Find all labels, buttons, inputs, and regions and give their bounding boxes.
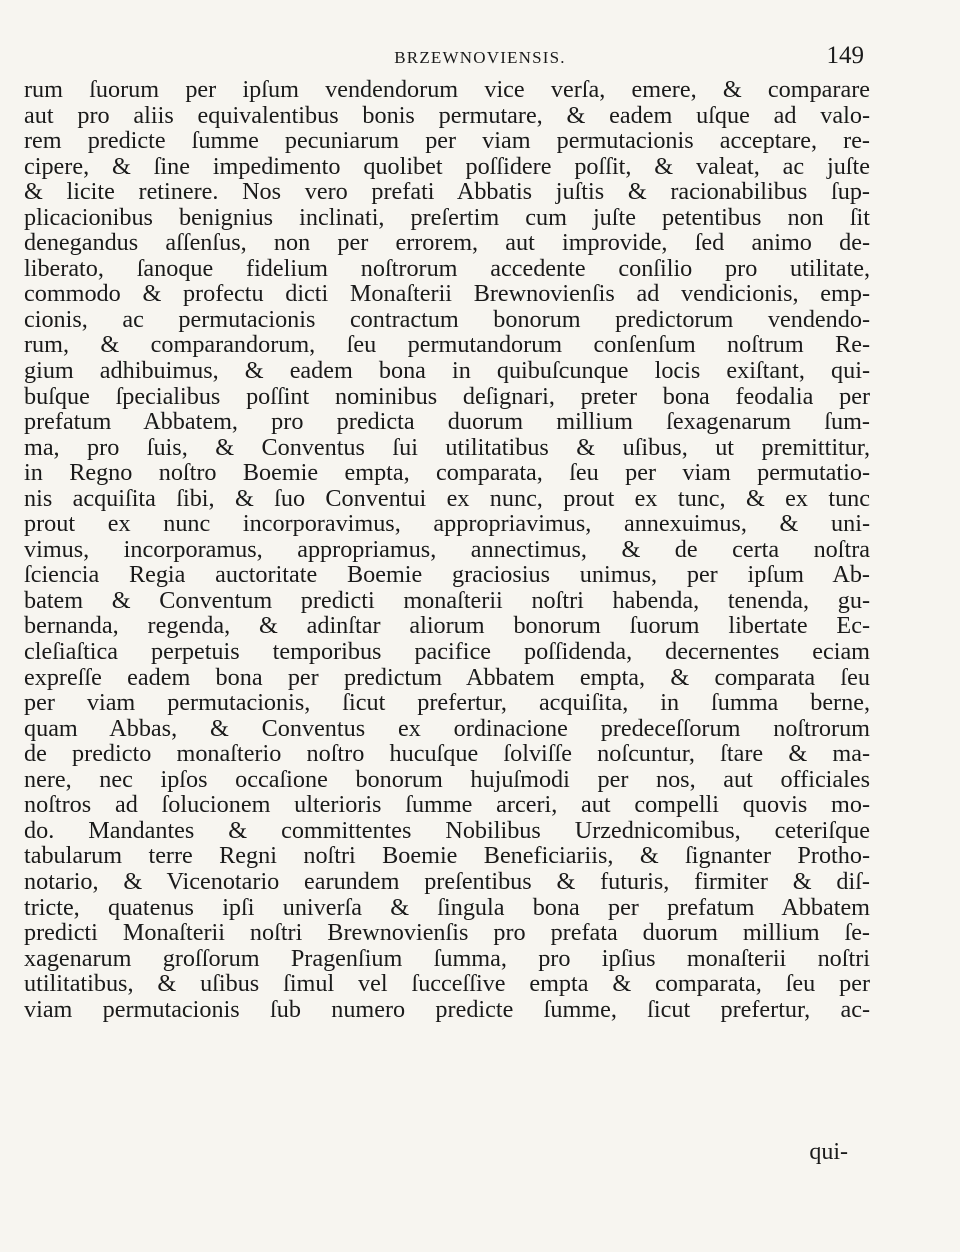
catchword: qui-: [809, 1139, 848, 1165]
text-line: expreſſe eadem bona per predictum Abbatem empta, & comparata ſeu: [24, 663, 870, 691]
text-line: ma, pro ſuis, & Conventus ſui utilitatibus & uſibus, ut premittitur,: [24, 433, 870, 461]
text-line: cipere, & ſine impedimento quolibet poſſidere poſſit, & valeat, ac juſte: [24, 152, 870, 180]
text-line: commodo & profectu dicti Monaſterii Brewnovienſis ad vendicionis, emp-: [24, 280, 870, 308]
text-line: plicacionibus benignius inclinati, preſertim cum juſte petentibus non ſit: [24, 203, 870, 231]
text-line: per viam permutacionis, ſicut prefertur, acquiſita, in ſumma berne,: [24, 689, 870, 717]
text-line: nis acquiſita ſibi, & ſuo Conventui ex nunc, prout ex tunc, & ex tunc: [24, 484, 870, 512]
text-line: ſciencia Regia auctoritate Boemie graciosius unimus, per ipſum Ab-: [24, 561, 870, 589]
text-line: nere, nec ipſos occaſione bonorum hujuſmodi per nos, aut officiales: [24, 765, 870, 793]
text-line: tabularum terre Regni noſtri Boemie Beneficiariis, & ſignanter Protho-: [24, 842, 870, 870]
text-line: bernanda, regenda, & adinſtar aliorum bonorum ſuorum libertate Ec-: [24, 612, 870, 640]
page-header: [0, 42, 960, 76]
text-line: do. Mandantes & committentes Nobilibus Urzednicomibus, ceteriſque: [24, 816, 870, 844]
text-line: rem predicte ſumme pecuniarum per viam permutacionis acceptare, re-: [24, 127, 870, 155]
text-line: cleſiaſtica perpetuis temporibus pacifice poſſidenda, decernentes eciam: [24, 638, 870, 666]
page-number: 149: [826, 42, 864, 69]
text-line: in Regno noſtro Boemie empta, comparata, ſeu per viam permutatio-: [24, 459, 870, 487]
text-line: liberato, ſanoque fidelium noſtrorum accedente conſilio pro utilitate,: [24, 254, 870, 282]
text-line: notario, & Vicenotario earundem preſentibus & futuris, firmiter & diſ-: [24, 867, 870, 895]
text-line: predicti Monaſterii noſtri Brewnovienſis pro prefata duorum millium ſe-: [24, 919, 870, 947]
text-line: utilitatibus, & uſibus ſimul vel ſucceſſive empta & comparata, ſeu per: [24, 970, 870, 998]
body-text: [24, 77, 870, 1022]
text-line: quam Abbas, & Conventus ex ordinacione predeceſſorum noſtrorum: [24, 714, 870, 742]
text-line: prout ex nunc incorporavimus, appropriavimus, annexuimus, & uni-: [24, 510, 870, 538]
text-line: gium adhibuimus, & eadem bona in quibuſcunque locis exiſtant, qui-: [24, 357, 870, 385]
text-line: xagenarum groſſorum Pragenſium ſumma, pro ipſius monaſterii noſtri: [24, 944, 870, 972]
text-line: batem & Conventum predicti monaſterii noſtri habenda, tenenda, gu-: [24, 586, 870, 614]
text-line: buſque ſpecialibus poſſint nominibus deſignari, preter bona feodalia per: [24, 382, 870, 410]
running-head: BRZEWNOVIENSIS.: [394, 48, 566, 67]
text-line: tricte, quatenus ipſi univerſa & ſingula bona per prefatum Abbatem: [24, 893, 870, 921]
text-line: & licite retinere. Nos vero prefati Abbatis juſtis & racionabilibus ſup-: [24, 178, 870, 206]
text-line: rum ſuorum per ipſum vendendorum vice verſa, emere, & comparare: [24, 76, 870, 103]
text-line: viam permutacionis ſub numero predicte ſumme, ſicut prefertur, ac-: [24, 995, 870, 1023]
text-line: cionis, ac permutacionis contractum bonorum predictorum vendendo-: [24, 305, 870, 333]
text-line: aut pro aliis equivalentibus bonis permutare, & eadem uſque ad valo-: [24, 101, 870, 129]
text-line: noſtros ad ſolucionem ulterioris ſumme arceri, aut compelli quovis mo-: [24, 791, 870, 819]
text-line: de predicto monaſterio noſtro hucuſque ſolviſſe noſcuntur, ſtare & ma-: [24, 740, 870, 768]
text-line: rum, & comparandorum, ſeu permutandorum conſenſum noſtrum Re-: [24, 331, 870, 359]
text-line: prefatum Abbatem, pro predicta duorum millium ſexagenarum ſum-: [24, 408, 870, 436]
text-line: denegandus aſſenſus, non per errorem, aut improvide, ſed animo de-: [24, 229, 870, 257]
text-line: vimus, incorporamus, appropriamus, annectimus, & de certa noſtra: [24, 535, 870, 563]
